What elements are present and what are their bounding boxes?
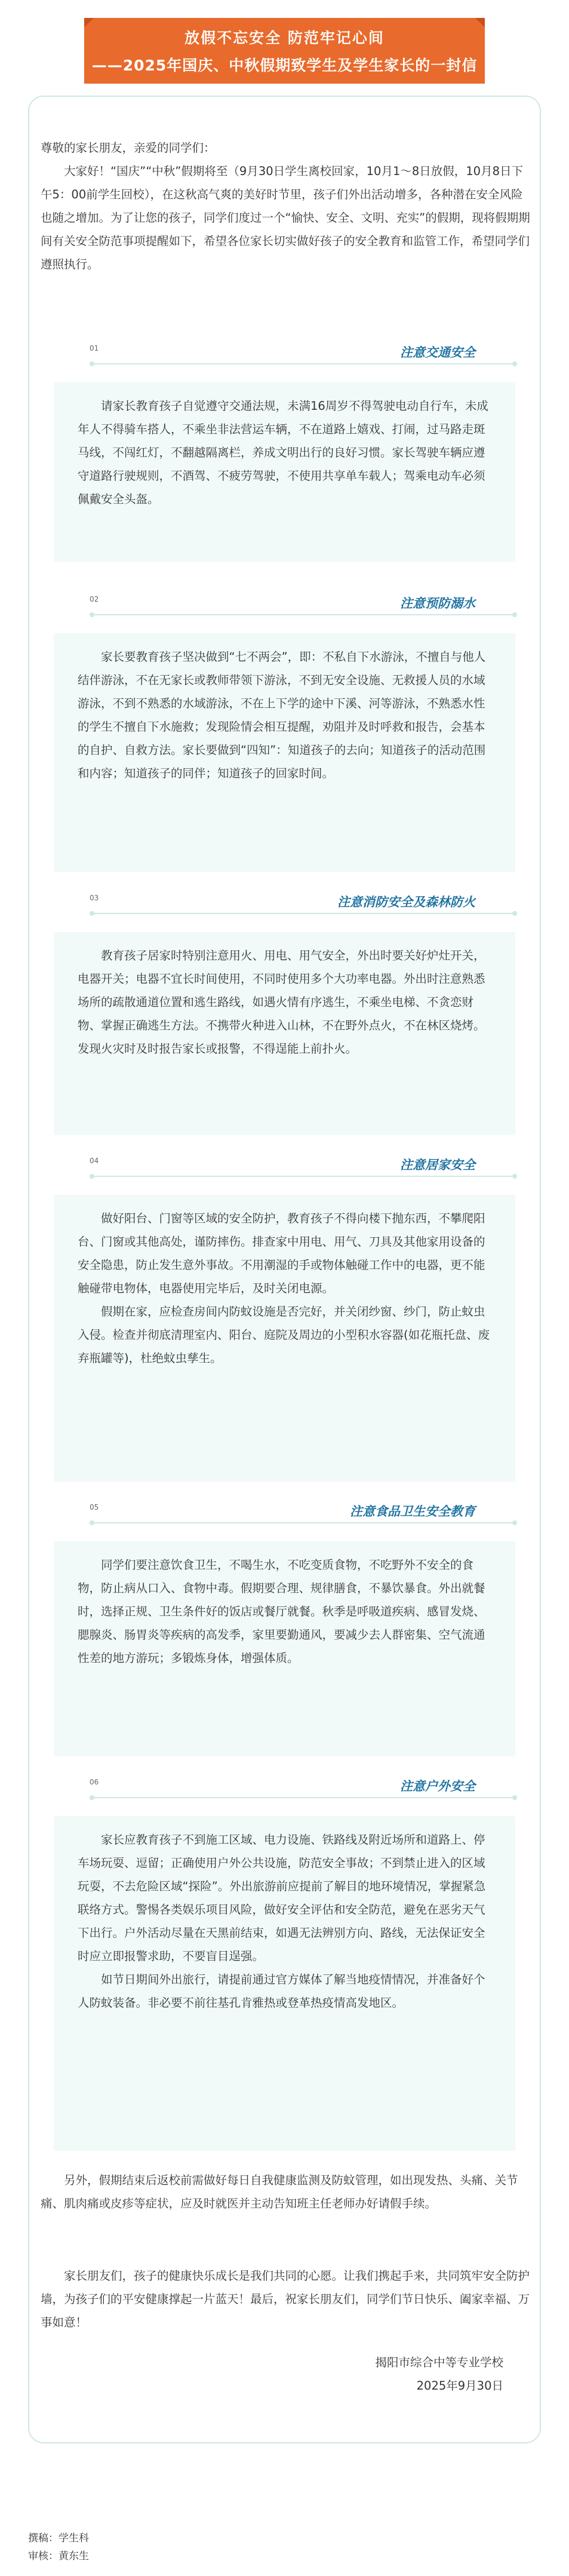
section-title: 注意户外安全 bbox=[400, 1779, 475, 1793]
footer-writer: 撰稿：学生科 bbox=[28, 2532, 89, 2544]
signature bbox=[375, 2351, 503, 2397]
section-number: 06 bbox=[90, 1778, 99, 1786]
closing-paragraph-wishes: 家长朋友们，孩子的健康快乐成长是我们共同的心愿。让我们携起手来，共同筑牢安全防护墙，为孩子们的平安健康撑起一片蓝天！最后，祝家长朋友们，同学们节日快乐、阖家幸福、万事如意！ bbox=[41, 2269, 530, 2329]
signature-date: 2025年9月30日 bbox=[416, 2379, 503, 2393]
signature-school: 揭阳市综合中等专业学校 bbox=[375, 2356, 503, 2369]
section-header-traffic bbox=[53, 341, 517, 364]
closing-paragraph-health: 另外，假期结束后返校前需做好每日自我健康监测及防蚊管理，如出现发热、头痛、关节痛、肌肉痛或皮疹等症状，应及时就医并主动告知班主任老师办好请假手续。 bbox=[41, 2173, 518, 2210]
intro-paragraph: 大家好！“国庆”“中秋”假期将至（9月30日学生离校回家，10月1～8日放假，10月8日下午5：00前学生回校），在这秋高气爽的美好时节里，孩子们外出活动增多，各种潜在安全风险也随之增加。为了让您的孩子，同学们度过一个“愉快、安全、文明、充实”的假期，现将假期期间有关安全防范事项提醒如下，希望各位家长切实做好孩子的安全教育和监管工作，希望同学们遵照执行。 bbox=[41, 164, 530, 271]
section-paragraph: 请家长教育孩子自觉遵守交通法规，未满16周岁不得驾驶电动自行车，未成年人不得骑车搭人，不乘坐非法营运车辆，不在道路上嬉戏、打闹，过马路走斑马线，不闯红灯，不翻越隔离栏，养成文明出行的良好习惯。家长驾驶车辆应遵守道路行驶规则，不酒驾、不疲劳驾驶，不使用共享单车载人；驾乘电动车必须佩戴安全头盔。 bbox=[78, 399, 488, 506]
banner-corner-left bbox=[84, 18, 94, 27]
section-paragraph: 家长应教育孩子不到施工区域、电力设施、铁路线及附近场所和道路上、停车场玩耍、逗留；正确使用户外公共设施，防范安全事故；不到禁止进入的区域玩耍，不去危险区域“探险”。外出旅游前应提前了解目的地环境情况，掌握紧急联络方式。警惕各类娱乐项目风险，做好安全评估和安全防范，避免在恶劣天气下出行。户外活动尽量在天黑前结束，如遇无法辨别方向、路线，无法保证安全时应立即报警求助，不要盲目逞强。 bbox=[78, 1833, 486, 1963]
section-divider bbox=[90, 1797, 517, 1798]
section-title: 注意交通安全 bbox=[400, 345, 475, 360]
footer-reviewer: 审核：黄东生 bbox=[28, 2550, 89, 2562]
section-divider bbox=[90, 614, 517, 615]
section-paragraph: 同学们要注意饮食卫生，不喝生水，不吃变质食物，不吃野外不安全的食物，防止病从口入、食物中毒。假期要合理、规律膳食，不暴饮暴食。外出就餐时，选择正规、卫生条件好的饭店或餐厅就餐。秋季是呼吸道疾病、感冒发烧、腮腺炎、肠胃炎等疾病的高发季，家里要勤通风，要减少去人群密集、空气流通性差的地方游玩；多锻炼身体，增强体质。 bbox=[78, 1558, 485, 1665]
section-box-fire bbox=[54, 932, 515, 1135]
section-header-drowning bbox=[53, 591, 517, 615]
section-divider bbox=[90, 1176, 517, 1177]
section-box-outdoor bbox=[54, 1816, 515, 2151]
section-box-drowning bbox=[54, 633, 515, 872]
banner-corner-right bbox=[475, 18, 485, 27]
section-title: 注意食品卫生安全教育 bbox=[350, 1504, 475, 1519]
section-divider bbox=[90, 913, 517, 914]
section-number: 03 bbox=[90, 894, 99, 902]
section-title: 注意预防溺水 bbox=[400, 596, 475, 611]
section-number: 04 bbox=[90, 1157, 99, 1165]
banner-subtitle: ——2025年国庆、中秋假期致学生及学生家长的一封信 bbox=[91, 57, 478, 74]
section-header-food bbox=[53, 1499, 517, 1523]
section-divider bbox=[90, 1522, 517, 1523]
section-header-outdoor bbox=[53, 1774, 517, 1798]
section-number: 02 bbox=[90, 595, 99, 603]
section-paragraph: 如节日期间外出旅行，请提前通过官方媒体了解当地疫情情况，并准备好个人防蚊装备。非必要不前往基孔肯雅热或登革热疫情高发地区。 bbox=[78, 1973, 485, 2010]
section-paragraph: 教育孩子居家时特别注意用火、用电、用气安全，外出时要关好炉灶开关，电器开关；电器不宜长时间使用，不同时使用多个大功率电器。外出时注意熟悉场所的疏散通道位置和逃生路线，如遇火情有序逃生，不乘坐电梯、不贪恋财物、掌握正确逃生方法。不携带火种进入山林，不在野外点火，不在林区烧烤。发现火灾时及时报告家长或报警，不得逞能上前扑火。 bbox=[78, 949, 485, 1056]
section-box-home bbox=[54, 1195, 515, 1482]
section-title: 注意消防安全及森林防火 bbox=[337, 895, 475, 909]
section-divider bbox=[90, 363, 517, 364]
section-title: 注意居家安全 bbox=[400, 1158, 475, 1172]
section-header-home bbox=[53, 1153, 517, 1177]
title-banner bbox=[84, 18, 485, 84]
section-box-traffic bbox=[54, 382, 515, 562]
section-header-fire bbox=[53, 890, 517, 914]
section-paragraph: 家长要教育孩子坚决做到“七不两会”，即：不私自下水游泳，不擅自与他人结伴游泳，不在无家长或教师带领下游泳，不到无安全设施、无救援人员的水域游泳，不到不熟悉的水域游泳，不在上下学的途中下溪、河等游泳，不熟悉水性的学生不擅自下水施救；发现险情会相互提醒，劝阻并及时呼救和报告，会基本的自护、自救方法。家长要做到“四知”：知道孩子的去向；知道孩子的活动范围和内容；知道孩子的同伴；知道孩子的回家时间。 bbox=[78, 650, 486, 780]
section-paragraph: 做好阳台、门窗等区域的安全防护，教育孩子不得向楼下抛东西，不攀爬阳台、门窗或其他高处，谨防摔伤。排查家中用电、用气、刀具及其他家用设备的安全隐患，防止发生意外事故。不用潮湿的手或物体触碰工作中的电器，更不能触碰带电物体，电器使用完毕后，及时关闭电源。 bbox=[78, 1212, 485, 1295]
section-paragraph: 假期在家，应检查房间内防蚊设施是否完好，并关闭纱窗、纱门，防止蚊虫入侵。检查并彻底清理室内、阳台、庭院及周边的小型积水容器(如花瓶托盘、废弃瓶罐等)，杜绝蚊虫孳生。 bbox=[78, 1305, 490, 1365]
greeting: 尊敬的家长朋友，亲爱的同学们： bbox=[41, 141, 216, 155]
section-number: 05 bbox=[90, 1503, 99, 1511]
banner-title: 放假不忘安全 防范牢记心间 bbox=[184, 29, 385, 47]
section-number: 01 bbox=[90, 344, 99, 352]
section-box-food bbox=[54, 1541, 515, 1756]
